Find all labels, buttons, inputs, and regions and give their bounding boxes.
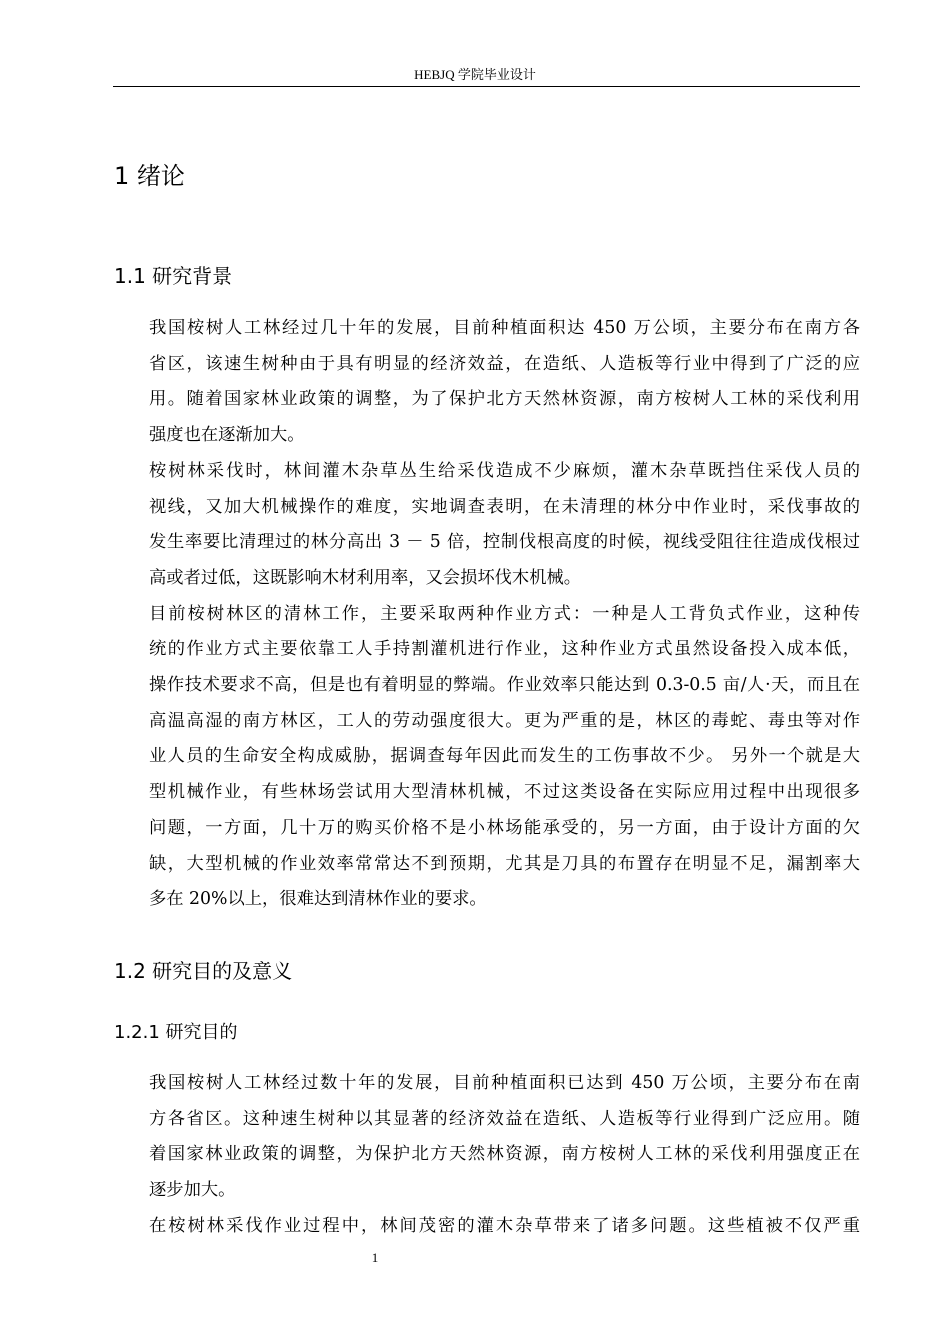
text-line: 在桉树林采伐作业过程中，林间茂密的灌木杂草带来了诸多问题。这些植被不仅严重 [149,1215,860,1236]
text-line: 发生率要比清理过的林分高出 3 － 5 倍，控制伐根高度的时候，视线受阻往往造成伐根过 [149,532,860,553]
subsection-1-2-1-body [114,1066,860,1245]
text-line: 着国家林业政策的调整，为保护北方天然林资源，南方桉树人工林的采伐利用强度正在 [149,1144,860,1165]
paragraph [114,597,860,918]
text-line: 用。随着国家林业政策的调整，为了保护北方天然林资源，南方桉树人工林的采伐利用 [149,389,860,410]
text-line: 强度也在逐渐加大。 [149,425,305,446]
paragraph [114,311,860,454]
running-header: HEBJQ 学院毕业设计 [414,67,536,82]
text-line: 高温高湿的南方林区，工人的劳动强度很大。更为严重的是，林区的毒蛇、毒虫等对作 [149,710,860,731]
text-line: 操作技术要求不高，但是也有着明显的弊端。作业效率只能达到 0.3-0.5 亩/人·天，而且在 [149,675,860,696]
paragraph [114,1209,860,1245]
text-line: 视线，又加大机械操作的难度，实地调查表明，在未清理的林分中作业时，采伐事故的 [149,496,860,517]
text-line: 型机械作业，有些林场尝试用大型清林机械，不过这类设备在实际应用过程中出现很多 [149,782,860,803]
section-title-1-1: 1.1 研究背景 [114,264,233,288]
text-line: 目前桉树林区的清林工作，主要采取两种作业方式：一种是人工背负式作业，这种传 [149,603,860,624]
text-line: 方各省区。这种速生树种以其显著的经济效益在造纸、人造板等行业得到广泛应用。随 [149,1108,860,1129]
text-line: 省区，该速生树种由于具有明显的经济效益，在造纸、人造板等行业中得到了广泛的应 [149,353,860,374]
section-title-1-2: 1.2 研究目的及意义 [114,959,293,983]
text-line: 桉树林采伐时，林间灌木杂草丛生给采伐造成不少麻烦，灌木杂草既挡住采伐人员的 [149,460,860,481]
section-1-1-body [114,311,860,918]
text-line: 缺，大型机械的作业效率常常达不到预期，尤其是刀具的布置存在明显不足，漏割率大 [149,853,860,874]
chapter-title: 1 绪论 [114,162,185,190]
text-line: 逐步加大。 [149,1180,236,1201]
header-rule [113,86,860,87]
text-line: 我国桉树人工林经过几十年的发展，目前种植面积达 450 万公顷，主要分布在南方各 [149,318,860,338]
page-number: 1 [371,1250,379,1265]
text-line: 问题，一方面，几十万的购买价格不是小林场能承受的，另一方面，由于设计方面的欠 [149,817,860,838]
paragraph [114,454,860,597]
text-line: 我国桉树人工林经过数十年的发展，目前种植面积已达到 450 万公顷，主要分布在南 [149,1073,860,1093]
text-line: 高或者过低，这既影响木材利用率，又会损坏伐木机械。 [149,567,582,588]
subsection-title-1-2-1: 1.2.1 研究目的 [114,1022,238,1043]
text-line: 业人员的生命安全构成威胁，据调查每年因此而发生的工伤事故不少。 另外一个就是大 [149,746,860,767]
text-line: 统的作业方式主要依靠工人手持割灌机进行作业，这种作业方式虽然设备投入成本低， [149,639,860,660]
paragraph [114,1066,860,1209]
text-line: 多在 20%以上，很难达到清林作业的要求。 [149,889,487,910]
